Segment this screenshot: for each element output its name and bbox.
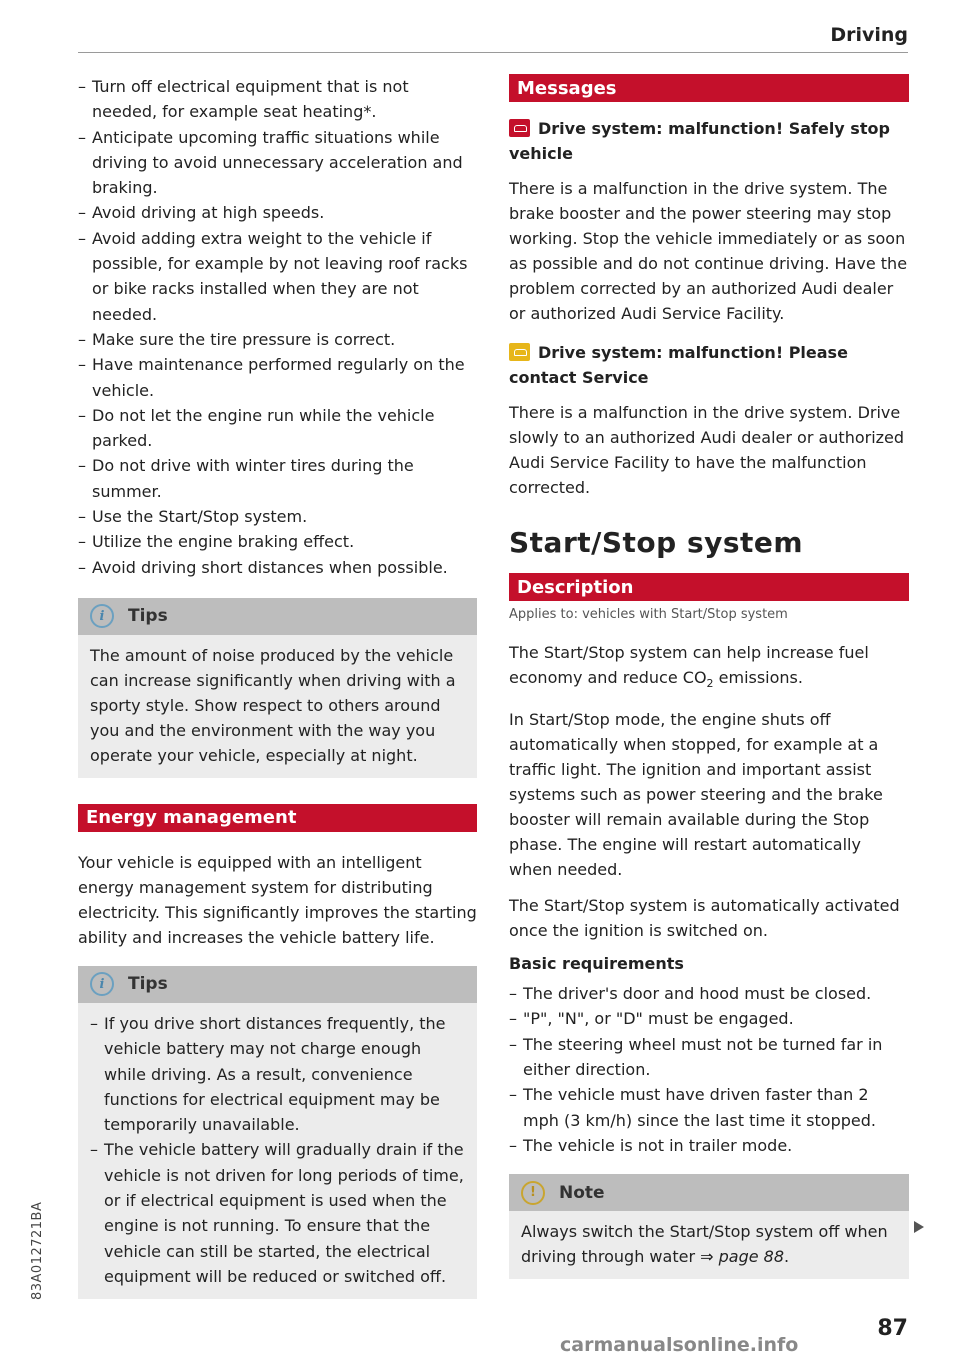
startstop-paragraph: In Start/Stop mode, the engine shuts off automatically when stopped, for example at a traffic light. The ignition and important assist systems such as power steering and the brake booster will remain available during the Stop phase. The engine will restart automatically when needed. [509,710,883,880]
chapter-title: Start/Stop system [509,526,804,559]
note-text-span: Always switch the Start/Stop system off when driving through water [521,1222,888,1267]
drive-system-yellow-icon [509,343,530,361]
note-title: Note [559,1182,605,1203]
paragraph-text: emissions. [713,668,803,687]
tips-box-battery [78,966,477,1299]
watermark: carmanualsonline.info [560,1334,799,1356]
tips-title: Tips [128,606,168,627]
list-item: – The vehicle must have driven faster than 2 mph (3 km/h) since the last time it stopped. [509,1082,909,1133]
tips-header [78,966,477,1003]
list-item: – Have maintenance performed regularly on the vehicle. [78,352,477,403]
tips-box-noise [78,598,477,778]
page-88-link[interactable]: ⇒ page 88 [700,1247,785,1267]
list-item: – The vehicle is not in trailer mode. [509,1133,909,1158]
list-item: – Avoid driving at high speeds. [78,200,477,225]
list-item: – The driver's door and hood must be closed. [509,981,909,1006]
requirements-list [509,981,909,1158]
tips-list [90,1011,465,1289]
note-header [509,1174,909,1211]
page-number: 87 [877,1316,908,1341]
tips-title: Tips [128,974,168,995]
list-item: – The steering wheel must not be turned far in either direction. [509,1032,909,1083]
info-icon: i [90,604,114,628]
message-heading [509,116,909,166]
message-text: There is a malfunction in the drive system. Drive slowly to an authorized Audi dealer or authorized Audi Service Facility to have the malfunction corrected. [509,403,905,497]
list-item: – Do not let the engine run while the vehicle parked. [78,403,477,454]
subscript: 2 [706,677,714,691]
message-heading [509,340,909,390]
message-text: There is a malfunction in the drive system. The brake booster and the power steering may stop working. Stop the vehicle immediately or as soon as possible and do not continue driving. Have the problem corrected by an authorized Audi dealer or authorized Audi Service Facility. [509,179,908,323]
right-column [509,74,909,1279]
list-item: – Make sure the tire pressure is correct. [78,327,477,352]
list-item: – Do not drive with winter tires during the summer. [78,453,477,504]
message-heading-text: Drive system: malfunction! Safely stop vehicle [509,119,890,163]
info-icon: i [90,972,114,996]
tips-body [78,635,477,778]
section-heading-description: Description [509,573,909,601]
paragraph-text: The Start/Stop system can help increase fuel economy and reduce CO [509,643,869,687]
left-column [78,74,477,1299]
basic-requirements-heading: Basic requirements [509,954,684,974]
list-item: – If you drive short distances frequently, the vehicle battery may not charge enough while driving. As a result, convenience functions for electrical equipment may be temporarily unavailable. [90,1011,465,1137]
document-code: 83A012721BA [30,1201,45,1300]
note-text-end: . [784,1247,790,1267]
list-item: – Utilize the engine braking effect. [78,529,477,554]
tips-text: The amount of noise produced by the vehicle can increase significantly when driving with a sporty style. Show respect to others around you and the environment with the way you operate your vehicle, especially at night. [90,645,456,765]
tips-header [78,598,477,635]
fuel-saving-list [78,74,477,580]
header-divider [78,52,908,53]
applies-to: Applies to: vehicles with Start/Stop system [509,607,788,622]
startstop-paragraph [509,640,909,696]
energy-text: Your vehicle is equipped with an intelligent energy management system for distributing electricity. This significantly improves the starting ability and increases the vehicle battery life. [78,852,477,947]
drive-system-red-icon [509,119,530,137]
startstop-paragraph: The Start/Stop system is automatically activated once the ignition is switched on. [509,896,900,941]
message-heading-text: Drive system: malfunction! Please contact Service [509,343,848,387]
list-item: – "P", "N", or "D" must be engaged. [509,1006,909,1031]
list-item: – The vehicle battery will gradually drain if the vehicle is not driven for long periods of time, or if electrical equipment is used when the engine is not running. To ensure that the vehicle can still be started, the electrical equipment will be reduced or switched off. [90,1137,465,1289]
list-item: – Avoid driving short distances when possible. [78,555,477,580]
list-item: – Avoid adding extra weight to the vehicle if possible, for example by not leaving roof racks or bike racks installed when they are not needed. [78,226,477,327]
note-body [509,1211,909,1279]
exclamation-icon: ! [521,1181,545,1205]
list-item: – Anticipate upcoming traffic situations while driving to avoid unnecessary acceleration and braking. [78,125,477,201]
list-item: – Turn off electrical equipment that is not needed, for example seat heating*. [78,74,477,125]
running-header: Driving [830,24,908,46]
section-heading-messages: Messages [509,74,909,102]
note-text [521,1219,897,1269]
tips-body [78,1003,477,1299]
note-box [509,1174,909,1279]
continue-arrow-icon [914,1221,924,1233]
list-item: – Use the Start/Stop system. [78,504,477,529]
section-heading-energy: Energy management [78,804,477,832]
